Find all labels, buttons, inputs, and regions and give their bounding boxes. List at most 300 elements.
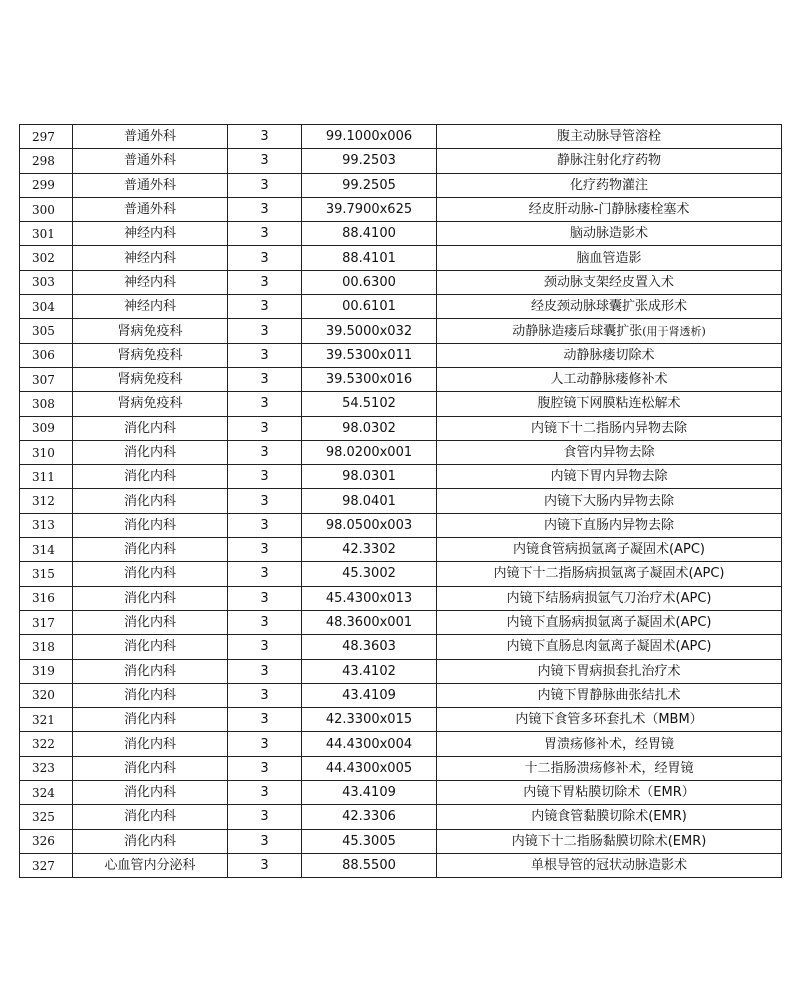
- level-cell: [228, 853, 302, 877]
- procedure-name-text: 化疗药物灌注: [569, 177, 648, 193]
- level-text: 3: [260, 177, 269, 193]
- department-cell: [73, 440, 228, 464]
- department-cell: [73, 853, 228, 877]
- procedure-code-cell: [302, 343, 437, 367]
- department-cell: [73, 829, 228, 853]
- procedure-code-text: 45.3002: [342, 566, 396, 582]
- procedure-name-text: 腹主动脉导管溶栓: [556, 129, 661, 145]
- row-number-text: 304: [32, 299, 55, 314]
- row-number-cell: [20, 197, 73, 221]
- procedure-code-text: 98.0500x003: [325, 517, 413, 533]
- department-text: 神经内科: [123, 226, 176, 242]
- row-number-text: 326: [32, 834, 55, 849]
- procedure-name-text: 内镜下直肠病损氩离子凝固术(APC): [506, 615, 712, 631]
- department-cell: [73, 538, 228, 562]
- level-text: 3: [260, 663, 269, 679]
- procedure-code-cell: [302, 732, 437, 756]
- level-text: 3: [260, 493, 269, 509]
- procedure-name-text: 内镜下胃病损套扎治疗术: [537, 663, 681, 679]
- table-row: [20, 853, 782, 877]
- row-number-cell: [20, 635, 73, 659]
- level-text: 3: [260, 250, 269, 266]
- procedure-name-text: 内镜下食管多环套扎术（MBM）: [515, 712, 703, 728]
- procedure-code-text: 42.3302: [342, 542, 396, 558]
- procedure-code-cell: [302, 683, 437, 707]
- row-number-text: 308: [32, 396, 55, 411]
- procedure-name-cell: [437, 732, 782, 756]
- procedure-name-cell: [437, 489, 782, 513]
- table-row: [20, 562, 782, 586]
- department-text: 消化内科: [123, 833, 176, 849]
- row-number-cell: [20, 513, 73, 537]
- level-text: 3: [260, 590, 269, 606]
- row-number-cell: [20, 538, 73, 562]
- table-row: [20, 197, 782, 221]
- procedure-table-body: [20, 125, 782, 878]
- procedure-name-cell: [437, 781, 782, 805]
- procedure-name-cell: [437, 805, 782, 829]
- row-number-text: 325: [32, 809, 55, 824]
- procedure-code-text: 99.2503: [342, 153, 396, 169]
- procedure-code-text: 88.4101: [342, 250, 396, 266]
- department-cell: [73, 610, 228, 634]
- row-number-text: 323: [32, 761, 55, 776]
- level-cell: [228, 246, 302, 270]
- table-row: [20, 732, 782, 756]
- level-text: 3: [260, 202, 269, 218]
- procedure-code-text: 39.5000x032: [325, 323, 413, 339]
- department-text: 神经内科: [123, 250, 176, 266]
- procedure-code-cell: [302, 538, 437, 562]
- procedure-code-cell: [302, 416, 437, 440]
- procedure-name-cell: [437, 683, 782, 707]
- level-cell: [228, 270, 302, 294]
- level-text: 3: [260, 226, 269, 242]
- row-number-text: 316: [32, 591, 55, 606]
- level-text: 3: [260, 153, 269, 169]
- level-cell: [228, 708, 302, 732]
- procedure-code-cell: [302, 781, 437, 805]
- procedure-code-cell: [302, 610, 437, 634]
- procedure-name-text: 内镜下结肠病损氩气刀治疗术(APC): [506, 590, 712, 606]
- procedure-name-cell: [437, 173, 782, 197]
- procedure-name-text: 动静脉瘘切除术: [563, 347, 655, 363]
- level-cell: [228, 732, 302, 756]
- department-text: 普通外科: [123, 153, 176, 169]
- department-text: 肾病免疫科: [117, 347, 183, 363]
- procedure-name-text: 内镜下大肠内异物去除: [543, 493, 674, 509]
- department-text: 消化内科: [123, 760, 176, 776]
- row-number-cell: [20, 392, 73, 416]
- procedure-code-text: 44.4300x005: [325, 760, 413, 776]
- row-number-cell: [20, 295, 73, 319]
- department-text: 肾病免疫科: [117, 396, 183, 412]
- procedure-name-cell: [437, 416, 782, 440]
- department-cell: [73, 513, 228, 537]
- procedure-code-text: 88.5500: [342, 858, 396, 874]
- procedure-name-cell: [437, 149, 782, 173]
- row-number-text: 310: [32, 445, 55, 460]
- level-text: 3: [260, 566, 269, 582]
- level-cell: [228, 367, 302, 391]
- procedure-name-text: 单根导管的冠状动脉造影术: [530, 858, 687, 874]
- department-cell: [73, 319, 228, 343]
- table-row: [20, 683, 782, 707]
- row-number-text: 321: [32, 712, 55, 727]
- procedure-code-cell: [302, 149, 437, 173]
- procedure-code-cell: [302, 319, 437, 343]
- procedure-code-text: 54.5102: [342, 396, 396, 412]
- level-text: 3: [260, 833, 269, 849]
- procedure-code-cell: [302, 562, 437, 586]
- department-text: 消化内科: [123, 712, 176, 728]
- row-number-cell: [20, 343, 73, 367]
- level-text: 3: [260, 299, 269, 315]
- table-row: [20, 173, 782, 197]
- department-cell: [73, 173, 228, 197]
- procedure-code-cell: [302, 805, 437, 829]
- procedure-name-text: 食管内异物去除: [563, 445, 655, 460]
- row-number-cell: [20, 125, 73, 149]
- level-cell: [228, 295, 302, 319]
- department-text: 消化内科: [123, 615, 176, 631]
- row-number-text: 318: [32, 639, 55, 654]
- procedure-code-text: 44.4300x004: [325, 736, 413, 752]
- level-cell: [228, 683, 302, 707]
- level-cell: [228, 343, 302, 367]
- procedure-code-text: 00.6300: [342, 274, 396, 290]
- procedure-code-text: 00.6101: [342, 299, 396, 315]
- procedure-name-cell: [437, 222, 782, 246]
- procedure-code-cell: [302, 756, 437, 780]
- row-number-cell: [20, 683, 73, 707]
- procedure-name-text: 脑血管造影: [576, 250, 642, 266]
- procedure-name-text: 内镜下胃静脉曲张结扎术: [537, 687, 681, 703]
- procedure-name-text: 脑动脉造影术: [569, 226, 648, 242]
- level-cell: [228, 659, 302, 683]
- row-number-text: 324: [32, 785, 55, 800]
- level-text: 3: [260, 687, 269, 703]
- department-cell: [73, 683, 228, 707]
- table-row: [20, 416, 782, 440]
- procedure-code-text: 43.4102: [342, 663, 396, 679]
- row-number-cell: [20, 659, 73, 683]
- department-cell: [73, 562, 228, 586]
- department-cell: [73, 343, 228, 367]
- table-row: [20, 586, 782, 610]
- procedure-code-text: 98.0301: [342, 469, 396, 485]
- procedure-code-cell: [302, 270, 437, 294]
- row-number-cell: [20, 586, 73, 610]
- department-cell: [73, 295, 228, 319]
- level-text: 3: [260, 785, 269, 801]
- procedure-name-text: 内镜食管黏膜切除术(EMR): [531, 809, 687, 825]
- table-row: [20, 270, 782, 294]
- procedure-name-text: 静脉注射化疗药物: [556, 153, 661, 169]
- level-cell: [228, 805, 302, 829]
- level-cell: [228, 781, 302, 805]
- level-text: 3: [260, 396, 269, 412]
- level-cell: [228, 197, 302, 221]
- department-text: 消化内科: [123, 639, 176, 655]
- procedure-code-text: 88.4100: [342, 226, 396, 242]
- procedure-code-cell: [302, 586, 437, 610]
- procedure-code-text: 43.4109: [342, 687, 396, 703]
- row-number-text: 300: [32, 202, 55, 217]
- row-number-cell: [20, 805, 73, 829]
- procedure-name-text: 内镜下十二指肠病损氩离子凝固术(APC): [493, 566, 725, 582]
- row-number-text: 306: [32, 348, 55, 363]
- row-number-text: 312: [32, 494, 55, 509]
- department-cell: [73, 197, 228, 221]
- level-cell: [228, 173, 302, 197]
- department-cell: [73, 732, 228, 756]
- level-text: 3: [260, 347, 269, 363]
- table-row: [20, 367, 782, 391]
- level-cell: [228, 538, 302, 562]
- level-text: 3: [260, 323, 269, 339]
- row-number-text: 299: [32, 178, 55, 193]
- table-row: [20, 343, 782, 367]
- level-cell: [228, 149, 302, 173]
- procedure-name-text: 内镜下直肠息肉氩离子凝固术(APC): [506, 639, 712, 655]
- level-cell: [228, 489, 302, 513]
- procedure-name-cell: [437, 538, 782, 562]
- procedure-name-text: 内镜下胃内异物去除: [550, 469, 668, 485]
- level-text: 3: [260, 517, 269, 533]
- procedure-name-cell: [437, 319, 782, 343]
- row-number-cell: [20, 732, 73, 756]
- procedure-code-cell: [302, 392, 437, 416]
- row-number-text: 298: [32, 153, 55, 168]
- procedure-code-text: 42.3306: [342, 809, 396, 825]
- department-cell: [73, 635, 228, 659]
- row-number-text: 322: [32, 737, 55, 752]
- row-number-text: 309: [32, 421, 55, 436]
- row-number-cell: [20, 222, 73, 246]
- row-number-text: 307: [32, 372, 55, 387]
- procedure-code-text: 42.3300x015: [325, 712, 413, 728]
- procedure-code-cell: [302, 440, 437, 464]
- procedure-code-text: 48.3600x001: [325, 615, 413, 631]
- table-row: [20, 635, 782, 659]
- table-row: [20, 489, 782, 513]
- table-row: [20, 513, 782, 537]
- level-cell: [228, 586, 302, 610]
- department-cell: [73, 125, 228, 149]
- level-text: 3: [260, 712, 269, 728]
- procedure-name-cell: [437, 853, 782, 877]
- level-cell: [228, 635, 302, 659]
- procedure-name-cell: [437, 513, 782, 537]
- department-text: 消化内科: [123, 663, 176, 679]
- procedure-name-text: 经皮肝动脉-门静脉瘘栓塞术: [528, 202, 690, 218]
- procedure-name-text: 经皮颈动脉球囊扩张成形术: [530, 299, 687, 315]
- procedure-code-text: 98.0200x001: [325, 445, 413, 460]
- table-row: [20, 319, 782, 343]
- table-row: [20, 392, 782, 416]
- department-cell: [73, 416, 228, 440]
- row-number-cell: [20, 440, 73, 464]
- procedure-code-cell: [302, 513, 437, 537]
- row-number-cell: [20, 465, 73, 489]
- procedure-name-cell: [437, 367, 782, 391]
- level-cell: [228, 756, 302, 780]
- row-number-text: 305: [32, 324, 55, 339]
- table-row: [20, 659, 782, 683]
- table-row: [20, 125, 782, 149]
- level-cell: [228, 829, 302, 853]
- table-row: [20, 781, 782, 805]
- level-text: 3: [260, 129, 269, 145]
- department-text: 消化内科: [123, 785, 176, 801]
- row-number-cell: [20, 319, 73, 343]
- procedure-name-text: 十二指肠溃疡修补术，经胃镜: [524, 760, 694, 776]
- procedure-name-cell: [437, 246, 782, 270]
- level-cell: [228, 319, 302, 343]
- procedure-name-cell: [437, 295, 782, 319]
- table-row: [20, 829, 782, 853]
- procedure-code-text: 39.7900x625: [325, 202, 413, 218]
- row-number-text: 315: [32, 566, 55, 581]
- procedure-name-text: 腹腔镜下网膜粘连松解术: [537, 396, 681, 412]
- row-number-cell: [20, 367, 73, 391]
- department-cell: [73, 756, 228, 780]
- department-text: 消化内科: [123, 542, 176, 558]
- row-number-text: 327: [32, 858, 55, 873]
- procedure-code-cell: [302, 173, 437, 197]
- procedure-code-text: 99.2505: [342, 177, 396, 193]
- procedure-code-cell: [302, 125, 437, 149]
- department-text: 肾病免疫科: [117, 372, 183, 388]
- procedure-name-cell: [437, 635, 782, 659]
- procedure-code-text: 99.1000x006: [325, 129, 413, 145]
- table-row: [20, 440, 782, 464]
- department-text: 消化内科: [123, 493, 176, 509]
- procedure-name-text: 动静脉造瘘后球囊扩张: [512, 323, 643, 339]
- procedure-code-text: 48.3603: [342, 639, 396, 655]
- table-row: [20, 246, 782, 270]
- procedure-name-cell: [437, 756, 782, 780]
- level-cell: [228, 416, 302, 440]
- department-cell: [73, 222, 228, 246]
- procedure-name-text: 胃溃疡修补术，经胃镜: [543, 736, 674, 752]
- row-number-cell: [20, 173, 73, 197]
- level-cell: [228, 513, 302, 537]
- level-text: 3: [260, 372, 269, 388]
- procedure-table: [19, 124, 782, 878]
- department-cell: [73, 246, 228, 270]
- department-cell: [73, 270, 228, 294]
- procedure-name-cell: [437, 610, 782, 634]
- row-number-cell: [20, 149, 73, 173]
- level-text: 3: [260, 420, 269, 436]
- procedure-name-cell: [437, 392, 782, 416]
- department-text: 消化内科: [123, 445, 176, 460]
- department-text: 肾病免疫科: [117, 323, 183, 339]
- row-number-cell: [20, 489, 73, 513]
- procedure-name-cell: [437, 197, 782, 221]
- procedure-name-text: 内镜下十二指肠黏膜切除术(EMR): [511, 833, 707, 849]
- row-number-text: 301: [32, 226, 55, 241]
- procedure-name-text: 内镜食管病损氩离子凝固术(APC): [513, 542, 705, 558]
- department-cell: [73, 659, 228, 683]
- department-text: 神经内科: [123, 299, 176, 315]
- row-number-cell: [20, 829, 73, 853]
- row-number-text: 297: [32, 129, 55, 144]
- department-text: 普通外科: [123, 202, 176, 218]
- department-text: 消化内科: [123, 566, 176, 582]
- procedure-code-text: 98.0401: [342, 493, 396, 509]
- procedure-name-text: 颈动脉支架经皮置入术: [543, 274, 674, 290]
- row-number-cell: [20, 853, 73, 877]
- department-cell: [73, 465, 228, 489]
- procedure-code-cell: [302, 635, 437, 659]
- procedure-code-cell: [302, 197, 437, 221]
- procedure-name-cell: [437, 829, 782, 853]
- department-text: 消化内科: [123, 517, 176, 533]
- department-cell: [73, 781, 228, 805]
- row-number-text: 314: [32, 542, 55, 557]
- level-text: 3: [260, 445, 269, 460]
- procedure-name-cell: [437, 270, 782, 294]
- department-cell: [73, 392, 228, 416]
- table-row: [20, 149, 782, 173]
- level-cell: [228, 465, 302, 489]
- procedure-name-cell: [437, 562, 782, 586]
- department-text: 消化内科: [123, 469, 176, 485]
- department-text: 普通外科: [123, 129, 176, 145]
- procedure-code-cell: [302, 367, 437, 391]
- procedure-name-text: 内镜下胃粘膜切除术（EMR）: [523, 785, 695, 801]
- level-text: 3: [260, 760, 269, 776]
- procedure-code-cell: [302, 853, 437, 877]
- level-text: 3: [260, 809, 269, 825]
- level-cell: [228, 222, 302, 246]
- level-cell: [228, 562, 302, 586]
- row-number-cell: [20, 781, 73, 805]
- row-number-cell: [20, 562, 73, 586]
- level-text: 3: [260, 858, 269, 874]
- department-text: 普通外科: [123, 177, 176, 193]
- procedure-code-cell: [302, 659, 437, 683]
- procedure-code-text: 39.5300x016: [325, 372, 413, 388]
- level-cell: [228, 440, 302, 464]
- row-number-text: 303: [32, 275, 55, 290]
- row-number-text: 302: [32, 251, 55, 266]
- department-cell: [73, 586, 228, 610]
- level-text: 3: [260, 274, 269, 290]
- table-row: [20, 222, 782, 246]
- row-number-text: 319: [32, 664, 55, 679]
- level-text: 3: [260, 615, 269, 631]
- level-cell: [228, 610, 302, 634]
- department-cell: [73, 489, 228, 513]
- table-row: [20, 708, 782, 732]
- row-number-text: 317: [32, 615, 55, 630]
- procedure-name-text: 内镜下直肠内异物去除: [543, 517, 674, 533]
- procedure-name-text: 内镜下十二指肠内异物去除: [530, 420, 687, 436]
- table-row: [20, 538, 782, 562]
- department-text: 神经内科: [123, 274, 176, 290]
- procedure-name-cell: [437, 586, 782, 610]
- table-row: [20, 295, 782, 319]
- procedure-code-text: 45.4300x013: [325, 590, 413, 606]
- procedure-note-text: (用于肾透析): [642, 324, 706, 338]
- department-text: 消化内科: [123, 809, 176, 825]
- table-row: [20, 805, 782, 829]
- procedure-name-cell: [437, 465, 782, 489]
